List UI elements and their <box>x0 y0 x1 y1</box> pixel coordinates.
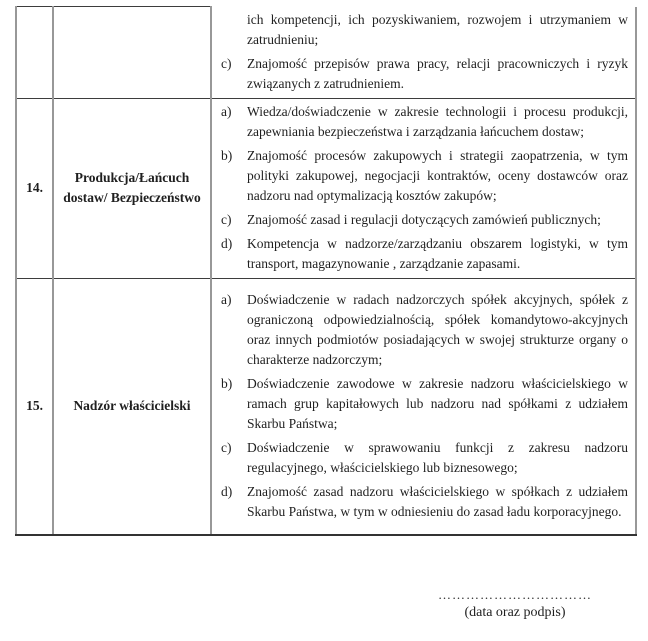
item-text: Znajomość zasad nadzoru właścicielskiego w spółkach z udziałem Skarbu Państwa, w tym w odniesieniu do zasad ładu korporacyjnego. <box>247 483 628 519</box>
table-row-14 <box>16 98 636 278</box>
item-marker: c) <box>221 439 232 455</box>
list-item <box>221 210 628 230</box>
row-title: Nadzór właścicielski <box>53 278 211 535</box>
criteria-cell <box>211 98 636 278</box>
list-item <box>221 102 628 142</box>
criteria-cell <box>211 7 636 99</box>
item-marker: c) <box>221 55 232 71</box>
item-marker: a) <box>221 103 232 119</box>
signature-block <box>425 588 605 621</box>
table-row-15 <box>16 278 636 535</box>
row-number: 15. <box>16 278 53 535</box>
list-item <box>221 374 628 434</box>
item-marker: d) <box>221 483 233 499</box>
item-text: Doświadczenie zawodowe w zakresie nadzoru właścicielskiego w ramach grup kapitałowych lub nadzoru nad spółkami z udziałem Skarbu Państwa; <box>247 375 628 431</box>
list-item <box>221 234 628 274</box>
item-marker: b) <box>221 147 233 163</box>
table-row-continuation <box>16 7 636 99</box>
list-item <box>221 290 628 370</box>
list-item <box>221 10 628 50</box>
signature-dotted-line: …………………………… <box>438 587 592 602</box>
row-title: Produkcja/Łańcuch dostaw/ Bezpieczeństwo <box>53 98 211 278</box>
item-marker: c) <box>221 211 232 227</box>
list-item <box>221 482 628 522</box>
list-item <box>221 54 628 94</box>
item-text: Znajomość procesów zakupowych i strategii zaopatrzenia, w tym polityki zakupowej, negocjacji kontraktów, oceny dostawców oraz nadzoru nad optymalizacją kosztów zakupów; <box>247 147 628 203</box>
row-number: 14. <box>16 98 53 278</box>
list-item <box>221 146 628 206</box>
row-title <box>53 7 211 99</box>
item-marker: d) <box>221 235 233 251</box>
item-text: ich kompetencji, ich pozyskiwaniem, rozwojem i utrzymaniem w zatrudnieniu; <box>247 11 628 47</box>
list-item <box>221 438 628 478</box>
item-marker: b) <box>221 375 233 391</box>
item-text: Doświadczenie w sprawowaniu funkcji z zakresu nadzoru regulacyjnego, właścicielskiego lub biznesowego; <box>247 439 628 475</box>
criteria-cell <box>211 278 636 535</box>
item-text: Kompetencja w nadzorze/zarządzaniu obszarem logistyki, w tym transport, magazynowanie , zarządzanie zapasami. <box>247 235 628 271</box>
item-text: Znajomość przepisów prawa pracy, relacji pracowniczych i ryzyk związanych z zatrudnieniem. <box>247 55 628 91</box>
signature-caption: (data oraz podpis) <box>464 605 566 620</box>
row-number <box>16 7 53 99</box>
item-text: Doświadczenie w radach nadzorczych spółek akcyjnych, spółek z ograniczoną odpowiedzialnością, spółek komandytowo-akcyjnych oraz innych podmiotów posiadających w swojej strukturze organy o charakterze nadzorczym; <box>247 291 628 367</box>
item-marker: a) <box>221 291 232 307</box>
item-text: Wiedza/doświadczenie w zakresie technologii i procesu produkcji, zapewniania bezpieczeństwa i zarządzania łańcuchem dostaw; <box>247 103 628 139</box>
item-text: Znajomość zasad i regulacji dotyczących zamówień publicznych; <box>247 211 601 227</box>
competency-table <box>15 6 637 536</box>
item-marker <box>221 10 247 50</box>
